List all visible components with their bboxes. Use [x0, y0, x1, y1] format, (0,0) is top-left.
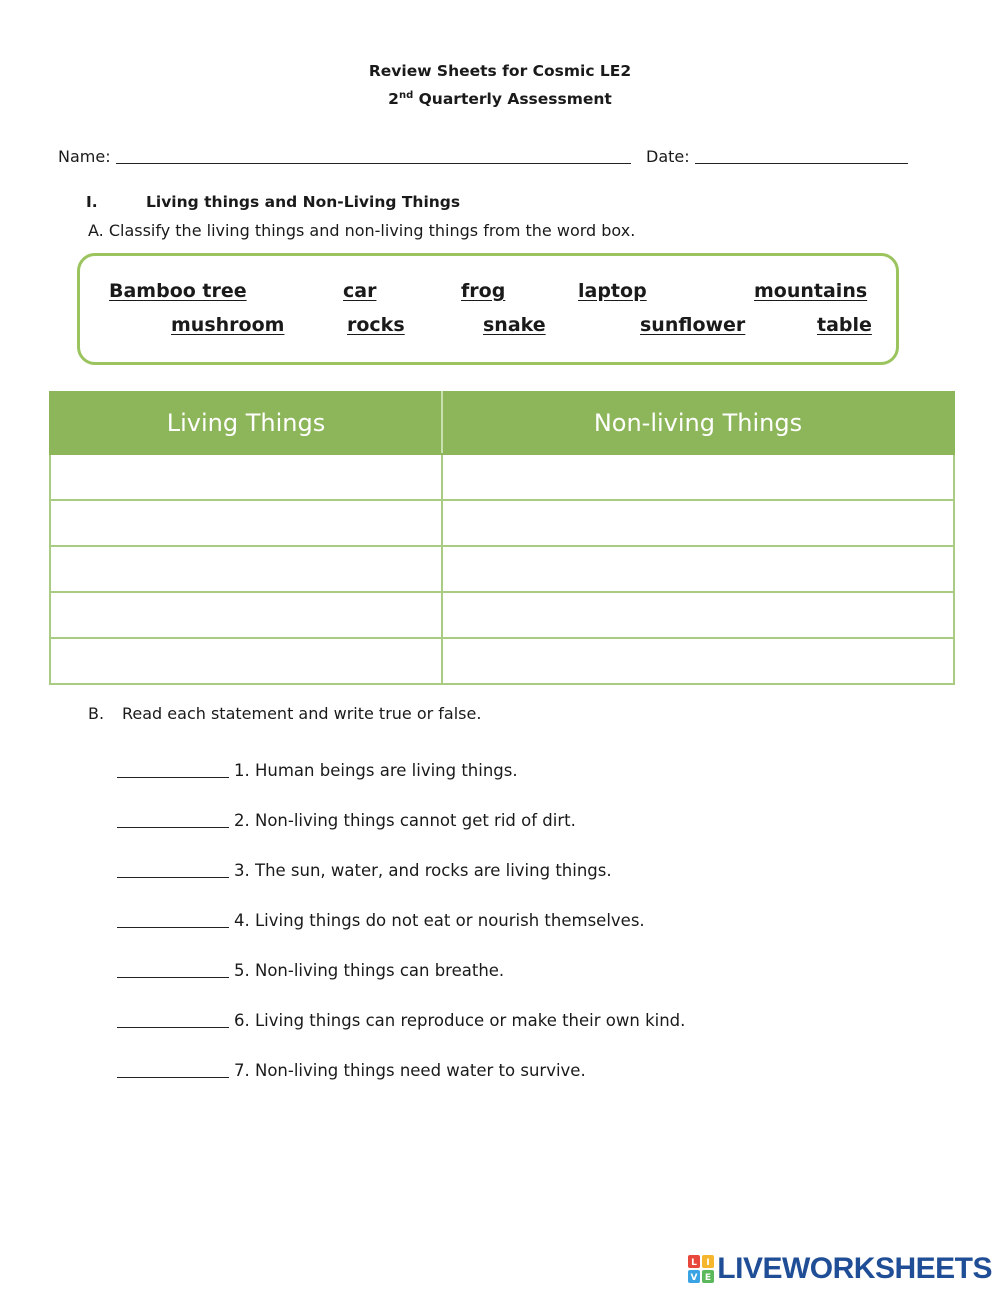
part-a-instruction: A. Classify the living things and non-living things from the word box. — [88, 221, 636, 240]
living-drop-cell[interactable] — [50, 454, 442, 500]
non-living-drop-cell[interactable] — [442, 546, 954, 592]
svg-text:V: V — [690, 1273, 698, 1283]
word-item[interactable]: laptop — [578, 280, 647, 302]
statement-text: 5. Non-living things can breathe. — [234, 961, 505, 980]
date-label: Date: — [646, 147, 690, 166]
name-field[interactable] — [116, 163, 631, 164]
section-title: Living things and Non-Living Things — [146, 193, 461, 211]
true-false-item — [117, 1061, 586, 1080]
true-false-item — [117, 911, 645, 930]
living-things-header: Living Things — [50, 392, 442, 454]
word-item[interactable]: table — [817, 314, 872, 336]
statement-text: 6. Living things can reproduce or make their own kind. — [234, 1011, 686, 1030]
name-label: Name: — [58, 147, 111, 166]
statement-text: 3. The sun, water, and rocks are living things. — [234, 861, 612, 880]
date-row — [646, 147, 908, 166]
name-row — [58, 147, 631, 166]
subtitle-ordinal: 2 — [388, 90, 399, 108]
non-living-drop-cell[interactable] — [442, 500, 954, 546]
brand-name: LIVEWORKSHEETS — [717, 1252, 992, 1285]
svg-text:L: L — [691, 1258, 698, 1268]
table-row — [50, 454, 954, 500]
word-item[interactable]: mountains — [754, 280, 868, 302]
living-drop-cell[interactable] — [50, 592, 442, 638]
word-item[interactable]: frog — [461, 280, 506, 302]
table-header-row — [50, 392, 954, 454]
svg-text:I: I — [706, 1258, 710, 1268]
section-heading — [86, 193, 460, 211]
table-row — [50, 546, 954, 592]
table-row — [50, 500, 954, 546]
answer-blank[interactable] — [117, 777, 229, 778]
true-false-item — [117, 1011, 685, 1030]
date-field[interactable] — [695, 163, 908, 164]
page-title: Review Sheets for Cosmic LE2 — [368, 62, 632, 80]
answer-blank[interactable] — [117, 927, 229, 928]
non-living-drop-cell[interactable] — [442, 592, 954, 638]
liveworksheets-brand — [688, 1252, 992, 1286]
answer-blank[interactable] — [117, 827, 229, 828]
table-row — [50, 638, 954, 684]
word-item[interactable]: snake — [483, 314, 546, 336]
word-item[interactable]: rocks — [347, 314, 405, 336]
page-subtitle — [0, 90, 1000, 108]
table-row — [50, 592, 954, 638]
living-drop-cell[interactable] — [50, 500, 442, 546]
section-number: I. — [86, 193, 98, 211]
word-box — [77, 253, 899, 365]
word-item[interactable]: Bamboo tree — [109, 280, 247, 302]
true-false-item — [117, 811, 576, 830]
true-false-item — [117, 861, 612, 880]
non-living-things-header: Non-living Things — [442, 392, 954, 454]
statement-text: 1. Human beings are living things. — [234, 761, 518, 780]
classification-table — [49, 391, 955, 685]
part-b-label: B. — [88, 704, 105, 723]
part-b-text: Read each statement and write true or false. — [122, 704, 482, 723]
living-drop-cell[interactable] — [50, 546, 442, 592]
answer-blank[interactable] — [117, 1077, 229, 1078]
word-item[interactable]: car — [343, 280, 377, 302]
true-false-item — [117, 961, 504, 980]
non-living-drop-cell[interactable] — [442, 638, 954, 684]
statement-text: 2. Non-living things cannot get rid of dirt. — [234, 811, 576, 830]
liveworksheets-logo-icon — [688, 1255, 714, 1283]
living-drop-cell[interactable] — [50, 638, 442, 684]
part-b-instruction — [88, 704, 481, 723]
subtitle-ordinal-suffix: nd — [398, 90, 414, 101]
true-false-item — [117, 761, 518, 780]
answer-blank[interactable] — [117, 977, 229, 978]
word-item[interactable]: mushroom — [171, 314, 285, 336]
subtitle-rest: Quarterly Assessment — [413, 90, 612, 108]
word-item[interactable]: sunflower — [640, 314, 746, 336]
answer-blank[interactable] — [117, 877, 229, 878]
statement-text: 7. Non-living things need water to survive. — [234, 1061, 586, 1080]
statement-text: 4. Living things do not eat or nourish themselves. — [234, 911, 645, 930]
non-living-drop-cell[interactable] — [442, 454, 954, 500]
answer-blank[interactable] — [117, 1027, 229, 1028]
svg-text:E: E — [705, 1273, 712, 1283]
